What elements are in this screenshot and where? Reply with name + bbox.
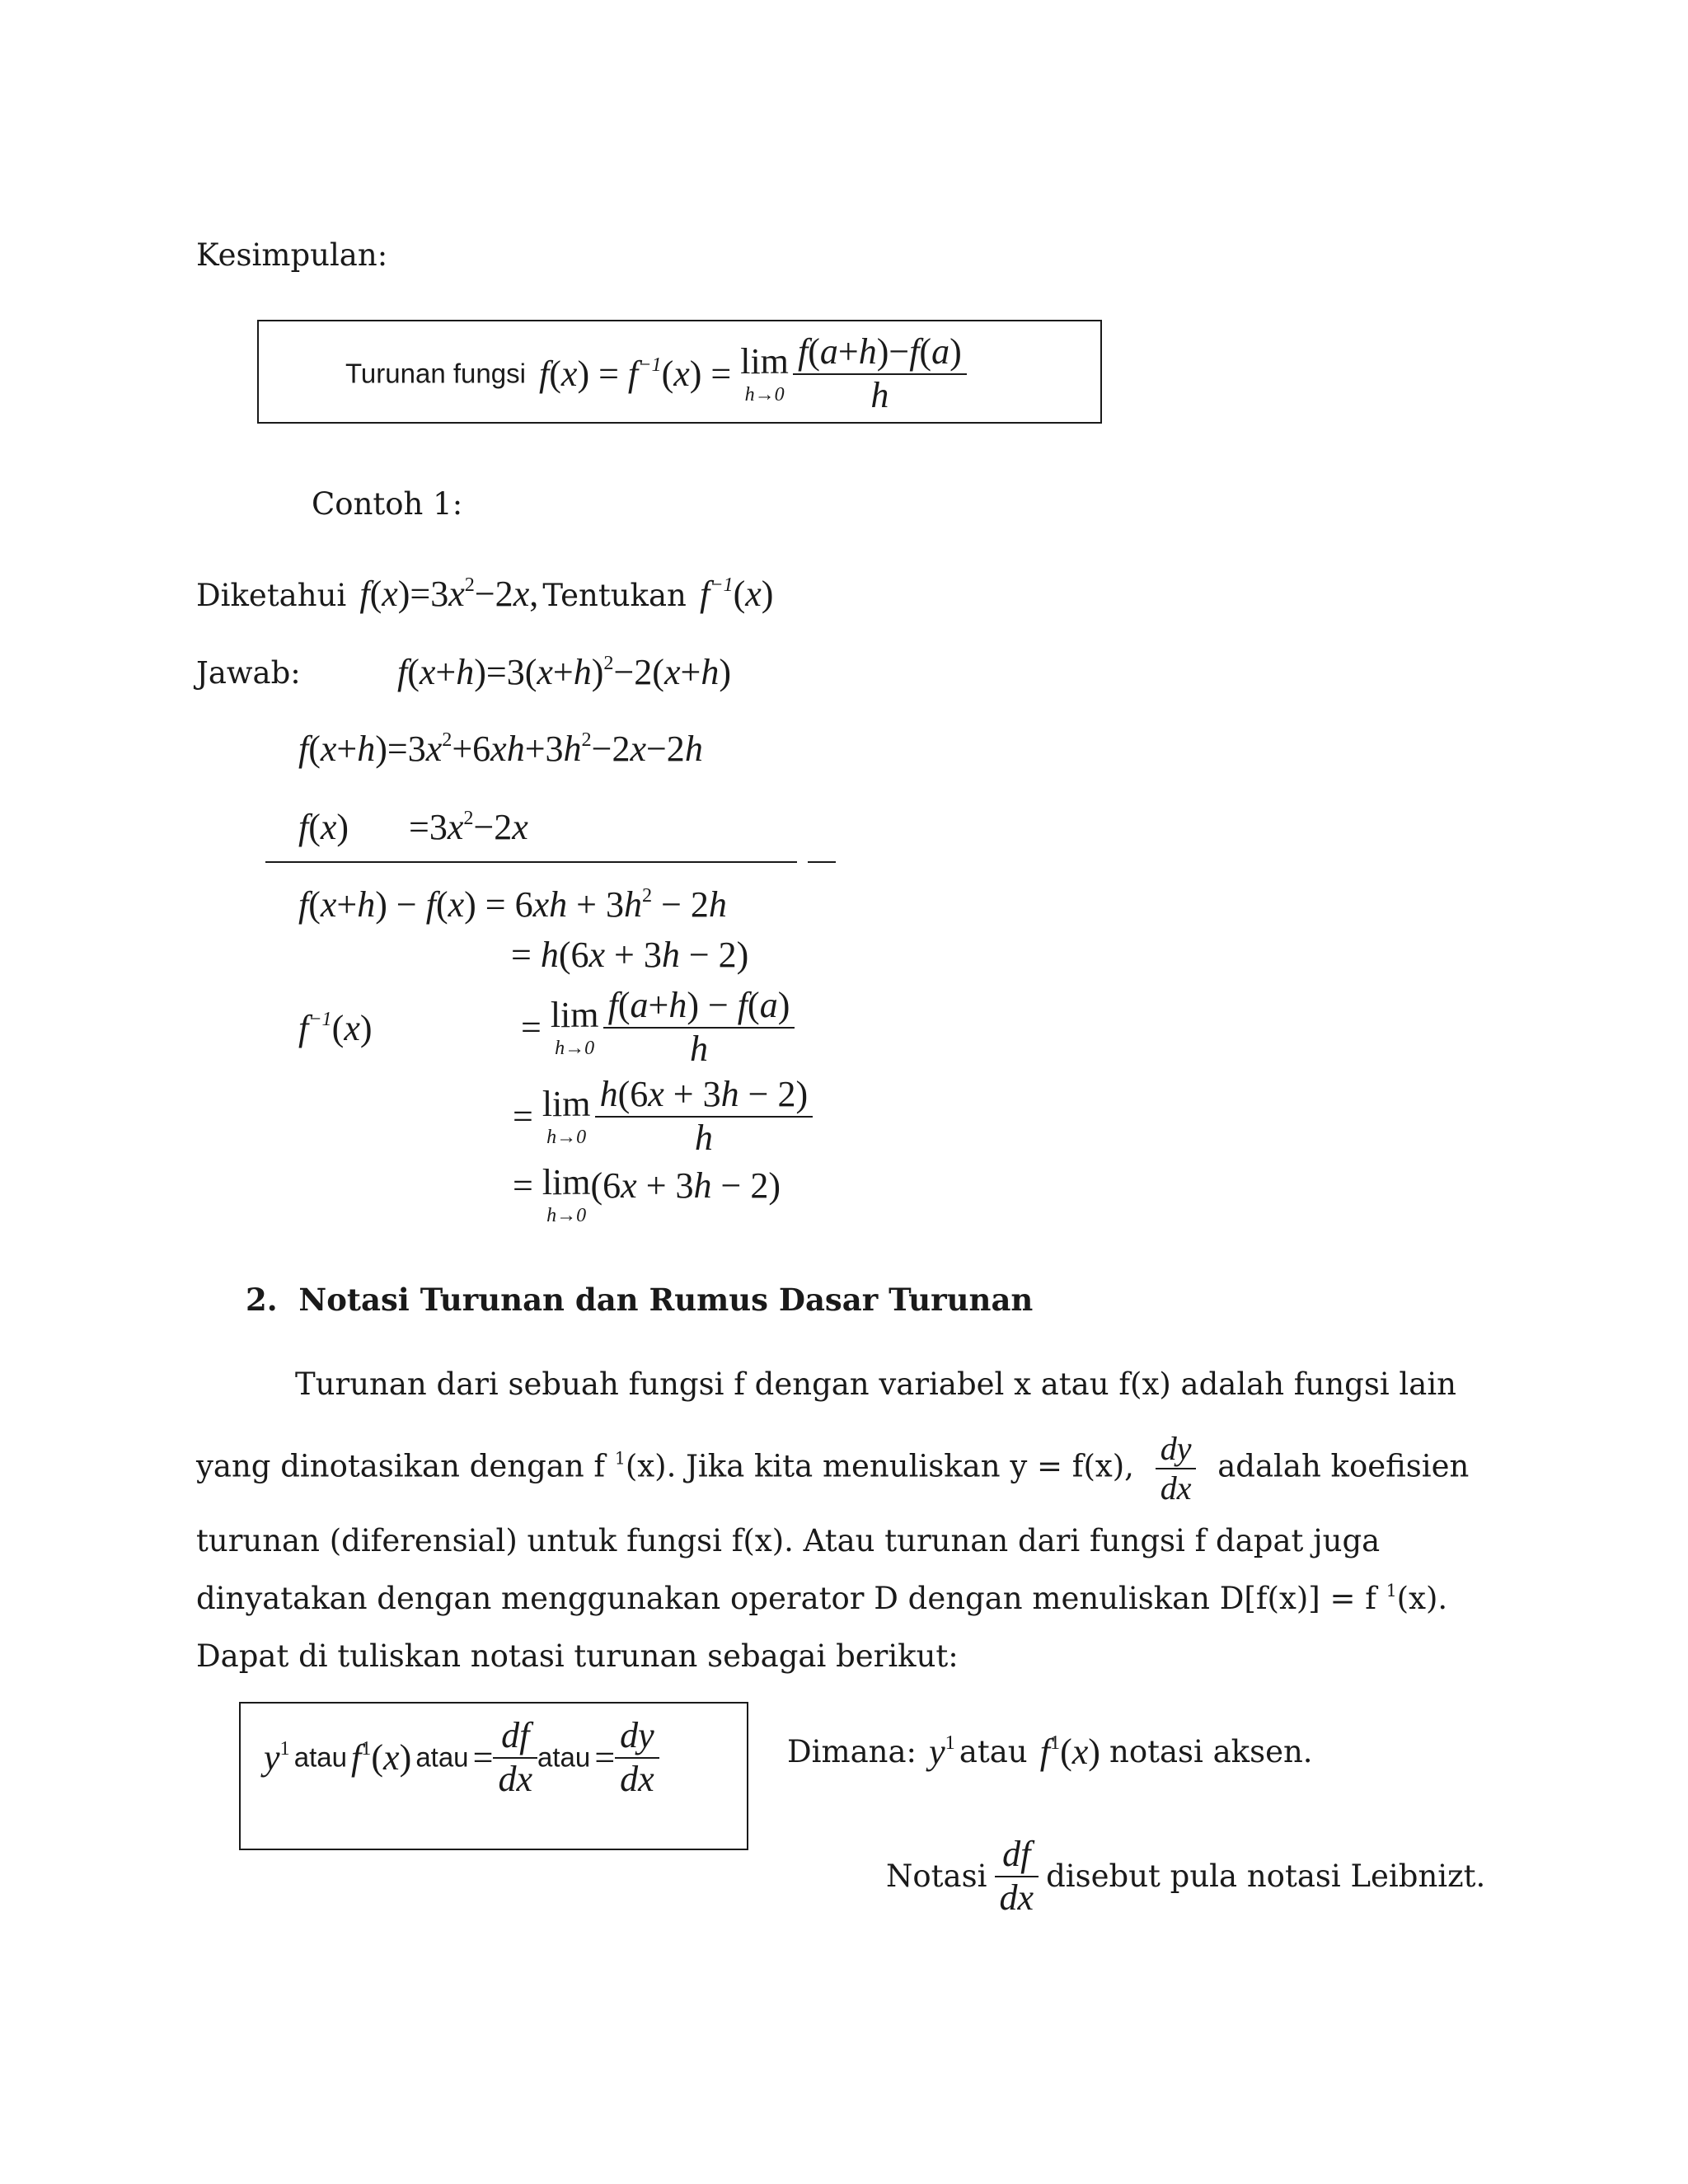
para1-line2: yang dinotasikan dengan f $^1$(x). Jika kita menuliskan y = f(x), $\frac{dy}{dx}$ adalah koefisien <box>196 1430 1470 1507</box>
jawab-label: Jawab: <box>196 655 301 691</box>
notasi-label: Notasi <box>886 1858 987 1895</box>
para1-sup2: 1 <box>1386 1580 1397 1601</box>
leibniz-text: disebut pula notasi Leibnizt. <box>1046 1858 1486 1895</box>
diketahui-label: Diketahui <box>196 578 347 613</box>
section2-heading <box>246 1282 1033 1318</box>
kesimpulan-heading: Kesimpulan: <box>196 237 388 273</box>
para1-line4a: dinyatakan dengan menggunakan operator D dengan menuliskan D[f(x)] = f <box>196 1581 1376 1616</box>
tentukan-label: Tentukan <box>542 578 687 613</box>
para1-line1: Turunan dari sebuah fungsi f dengan variabel x atau f(x) adalah fungsi lain <box>295 1366 1456 1402</box>
eq-line-8: = lim h→0 (6x + 3h − 2) <box>513 1162 781 1226</box>
subtraction-rule <box>265 861 797 863</box>
para1-line4 <box>196 1570 1471 1628</box>
dimana-line: Dimana: $y^1$ atau $f^1(x)$ notasi aksen. <box>787 1731 1313 1772</box>
para1-sup1: 1 <box>614 1448 626 1469</box>
eq-line-3-lhs: f(x) <box>298 807 349 847</box>
section2-number: 2. <box>246 1282 278 1318</box>
eq-line-3-rhs: $=3x^2-2x$ <box>409 806 528 847</box>
diketahui-line: Diketahui $f(x)=3x^2-2x$, Tentukan $f^{-1}(x)$ <box>196 573 774 614</box>
notation-box <box>239 1702 748 1850</box>
aksen-text: notasi aksen. <box>1109 1734 1313 1769</box>
finv-label: $f^{-1}(x)$ <box>298 1007 373 1048</box>
kesimpulan-formula: Turunan fungsi $f(x) = f^{-1}(x)$ = lim h→0 $\frac{f(a+h)-f(a)}{h}$ <box>345 331 967 416</box>
para1-line4b: (x). <box>1396 1581 1448 1616</box>
section2-title: Notasi Turunan dan Rumus Dasar Turunan <box>298 1282 1034 1318</box>
eq-line-1: $f(x+h)=3(x+h)^2-2(x+h)$ <box>397 651 731 692</box>
eq-line-4: $f(x+h) - f(x) = 6xh + 3h^2 - 2h$ <box>298 883 727 925</box>
eq-line-2: $f(x+h)=3x^2+6xh+3h^2-2x-2h$ <box>298 728 703 769</box>
para1-line5: Dapat di tuliskan notasi turunan sebagai berikut: <box>196 1638 959 1674</box>
minus-sign <box>808 861 836 863</box>
para1-line3: turunan (diferensial) untuk fungsi f(x). Atau turunan dari fungsi f dapat juga <box>196 1523 1381 1558</box>
eq-line-5: = h(6x + 3h − 2) <box>511 935 749 975</box>
contoh-heading: Contoh 1: <box>312 486 463 522</box>
notation-formula: $y^1$ atau $f^1(x)$ atau = $\frac{df}{dx}$ atau = $\frac{dy}{dx}$ <box>264 1715 659 1800</box>
kesimpulan-box-label: Turunan fungsi <box>345 358 526 389</box>
eq-line-6: = lim h→0 $\frac{f(a+h) - f(a)}{h}$ <box>521 985 795 1070</box>
dimana-label: Dimana: <box>787 1734 917 1769</box>
kesimpulan-box <box>257 320 1102 424</box>
leibniz-line: Notasi $\frac{df}{dx}$ disebut pula notasi Leibnizt. <box>886 1834 1486 1918</box>
eq-line-7: = lim h→0 $\frac{h(6x + 3h - 2)}{h}$ <box>513 1074 813 1159</box>
para1-line2a: yang dinotasikan dengan f <box>196 1448 606 1484</box>
para1-line2b: (x). Jika kita menuliskan y = f(x), <box>625 1448 1134 1484</box>
para1-line2c: adalah koefisien <box>1217 1448 1470 1484</box>
